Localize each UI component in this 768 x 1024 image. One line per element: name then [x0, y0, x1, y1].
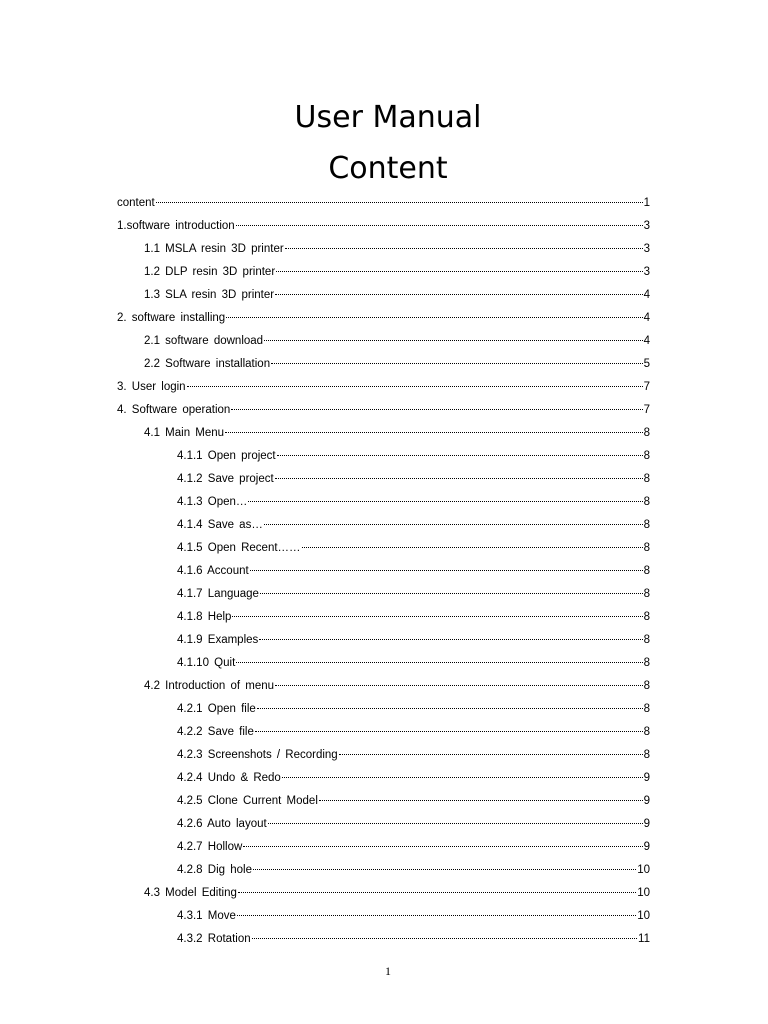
- toc-entry[interactable]: [117, 399, 650, 422]
- toc-dot-leader: [275, 294, 643, 295]
- toc-entry-label: 4.1.4 Save as…: [177, 519, 263, 531]
- toc-entry-label: 4.3.1 Move: [177, 910, 236, 922]
- toc-entry-page: 9: [643, 772, 650, 784]
- toc-dot-leader: [225, 432, 643, 433]
- toc-dot-leader: [257, 708, 643, 709]
- toc-entry[interactable]: [117, 192, 650, 215]
- toc-dot-leader: [264, 524, 643, 525]
- toc-entry-label: 4.1.10 Quit: [177, 657, 236, 669]
- toc-dot-leader: [238, 892, 636, 893]
- toc-entry-label: 4.1.5 Open Recent……: [177, 542, 301, 554]
- toc-entry-label: 1.software introduction: [117, 220, 235, 232]
- toc-entry[interactable]: [117, 767, 650, 790]
- toc-entry[interactable]: [117, 629, 650, 652]
- toc-entry-label: 2.2 Software installation: [144, 358, 271, 370]
- toc-entry[interactable]: [117, 330, 650, 353]
- contents-heading: Content: [328, 151, 448, 186]
- toc-dot-leader: [243, 846, 642, 847]
- toc-entry[interactable]: [117, 606, 650, 629]
- toc-entry-page: 8: [643, 634, 650, 646]
- toc-entry-page: 8: [643, 749, 650, 761]
- toc-entry[interactable]: [117, 652, 650, 675]
- toc-entry[interactable]: [117, 744, 650, 767]
- toc-entry[interactable]: [117, 261, 650, 284]
- toc-entry-label: 1.3 SLA resin 3D printer: [144, 289, 275, 301]
- toc-dot-leader: [253, 869, 636, 870]
- toc-entry-label: 1.2 DLP resin 3D printer: [144, 266, 276, 278]
- toc-entry[interactable]: [117, 721, 650, 744]
- toc-entry-page: 8: [643, 473, 650, 485]
- toc-entry[interactable]: [117, 491, 650, 514]
- toc-dot-leader: [275, 478, 643, 479]
- toc-entry-label: 4.1.2 Save project: [177, 473, 274, 485]
- toc-entry-page: 8: [643, 542, 650, 554]
- toc-entry-label: 1.1 MSLA resin 3D printer: [144, 243, 284, 255]
- toc-dot-leader: [339, 754, 643, 755]
- toc-entry-page: 10: [637, 887, 650, 899]
- toc-dot-leader: [275, 685, 643, 686]
- toc-dot-leader: [276, 271, 642, 272]
- toc-entry[interactable]: [117, 353, 650, 376]
- toc-dot-leader: [250, 570, 643, 571]
- toc-dot-leader: [156, 202, 643, 203]
- toc-entry-page: 8: [643, 703, 650, 715]
- toc-dot-leader: [260, 593, 643, 594]
- toc-entry-page: 3: [643, 220, 650, 232]
- toc-entry-page: 8: [643, 680, 650, 692]
- toc-entry-page: 9: [643, 818, 650, 830]
- toc-dot-leader: [285, 248, 643, 249]
- toc-entry-page: 7: [643, 404, 650, 416]
- toc-entry-page: 4: [643, 312, 650, 324]
- toc-entry[interactable]: [117, 307, 650, 330]
- toc-dot-leader: [264, 340, 643, 341]
- toc-entry-page: 10: [637, 864, 650, 876]
- toc-dot-leader: [248, 501, 642, 502]
- toc-entry-label: 2.1 software download: [144, 335, 264, 347]
- toc-entry[interactable]: [117, 905, 650, 928]
- toc-entry[interactable]: [117, 238, 650, 261]
- toc-dot-leader: [232, 616, 642, 617]
- toc-entry-label: 4.3 Model Editing: [144, 887, 237, 899]
- toc-dot-leader: [259, 639, 642, 640]
- toc-dot-leader: [282, 777, 643, 778]
- toc-entry-label: 4.3.2 Rotation: [177, 933, 251, 945]
- toc-entry-label: 4.1.7 Language: [177, 588, 259, 600]
- toc-entry-label: content: [117, 197, 155, 209]
- toc-entry-page: 3: [643, 266, 650, 278]
- toc-dot-leader: [187, 386, 643, 387]
- toc-dot-leader: [255, 731, 643, 732]
- toc-entry-label: 4.1.1 Open project: [177, 450, 276, 462]
- toc-entry[interactable]: [117, 537, 650, 560]
- toc-entry[interactable]: [117, 560, 650, 583]
- toc-dot-leader: [268, 823, 643, 824]
- toc-entry-page: 10: [637, 910, 650, 922]
- toc-entry[interactable]: [117, 445, 650, 468]
- toc-entry[interactable]: [117, 698, 650, 721]
- toc-dot-leader: [236, 662, 642, 663]
- toc-dot-leader: [237, 915, 636, 916]
- toc-dot-leader: [236, 225, 643, 226]
- toc-dot-leader: [277, 455, 643, 456]
- toc-entry-page: 8: [643, 611, 650, 623]
- toc-entry-label: 4.2 Introduction of menu: [144, 680, 275, 692]
- toc-entry-page: 8: [643, 427, 650, 439]
- toc-entry-page: 1: [643, 197, 650, 209]
- toc-entry-label: 4.2.1 Open file: [177, 703, 256, 715]
- toc-entry-page: 9: [643, 841, 650, 853]
- toc-entry-page: 8: [643, 657, 650, 669]
- toc-entry[interactable]: [117, 422, 650, 445]
- toc-entry-page: 8: [643, 726, 650, 738]
- toc-entry[interactable]: [117, 813, 650, 836]
- toc-entry[interactable]: [117, 859, 650, 882]
- toc-entry-label: 4.2.3 Screenshots / Recording: [177, 749, 338, 761]
- toc-entry-page: 4: [643, 335, 650, 347]
- toc-entry-page: 8: [643, 496, 650, 508]
- toc-entry-label: 4.2.5 Clone Current Model: [177, 795, 318, 807]
- toc-entry[interactable]: [117, 215, 650, 238]
- toc-entry-label: 3. User login: [117, 381, 186, 393]
- toc-entry[interactable]: [117, 836, 650, 859]
- toc-entry-label: 4.1.9 Examples: [177, 634, 259, 646]
- toc-dot-leader: [252, 938, 637, 939]
- toc-entry[interactable]: [117, 583, 650, 606]
- table-of-contents: [117, 192, 650, 951]
- toc-dot-leader: [231, 409, 642, 410]
- toc-entry-label: 4. Software operation: [117, 404, 231, 416]
- toc-entry[interactable]: [117, 882, 650, 905]
- toc-entry-page: 9: [643, 795, 650, 807]
- document-title: User Manual: [294, 100, 482, 135]
- toc-entry[interactable]: [117, 928, 650, 951]
- toc-entry[interactable]: [117, 284, 650, 307]
- toc-dot-leader: [302, 547, 643, 548]
- toc-entry-page: 8: [643, 588, 650, 600]
- toc-dot-leader: [319, 800, 643, 801]
- toc-entry-label: 4.2.6 Auto layout: [177, 818, 267, 830]
- toc-entry[interactable]: [117, 675, 650, 698]
- toc-entry-page: 8: [643, 565, 650, 577]
- toc-entry-label: 4.2.4 Undo & Redo: [177, 772, 281, 784]
- toc-entry[interactable]: [117, 790, 650, 813]
- toc-entry-page: 7: [643, 381, 650, 393]
- toc-entry-page: 8: [643, 450, 650, 462]
- toc-entry-label: 4.1.3 Open…: [177, 496, 248, 508]
- toc-dot-leader: [226, 317, 642, 318]
- toc-entry[interactable]: [117, 376, 650, 399]
- toc-entry[interactable]: [117, 514, 650, 537]
- toc-entry-page: 11: [638, 933, 650, 945]
- toc-entry-label: 2. software installing: [117, 312, 226, 324]
- toc-entry-label: 4.2.7 Hollow: [177, 841, 243, 853]
- toc-entry-page: 4: [643, 289, 650, 301]
- toc-entry-page: 5: [643, 358, 650, 370]
- toc-entry-label: 4.1 Main Menu: [144, 427, 225, 439]
- toc-entry-page: 3: [643, 243, 650, 255]
- toc-entry-page: 8: [643, 519, 650, 531]
- toc-entry-label: 4.1.8 Help: [177, 611, 232, 623]
- toc-entry-label: 4.2.8 Dig hole: [177, 864, 252, 876]
- toc-entry-label: 4.1.6 Account: [177, 565, 249, 577]
- toc-entry[interactable]: [117, 468, 650, 491]
- toc-entry-label: 4.2.2 Save file: [177, 726, 254, 738]
- toc-dot-leader: [271, 363, 642, 364]
- page-number: 1: [385, 964, 391, 978]
